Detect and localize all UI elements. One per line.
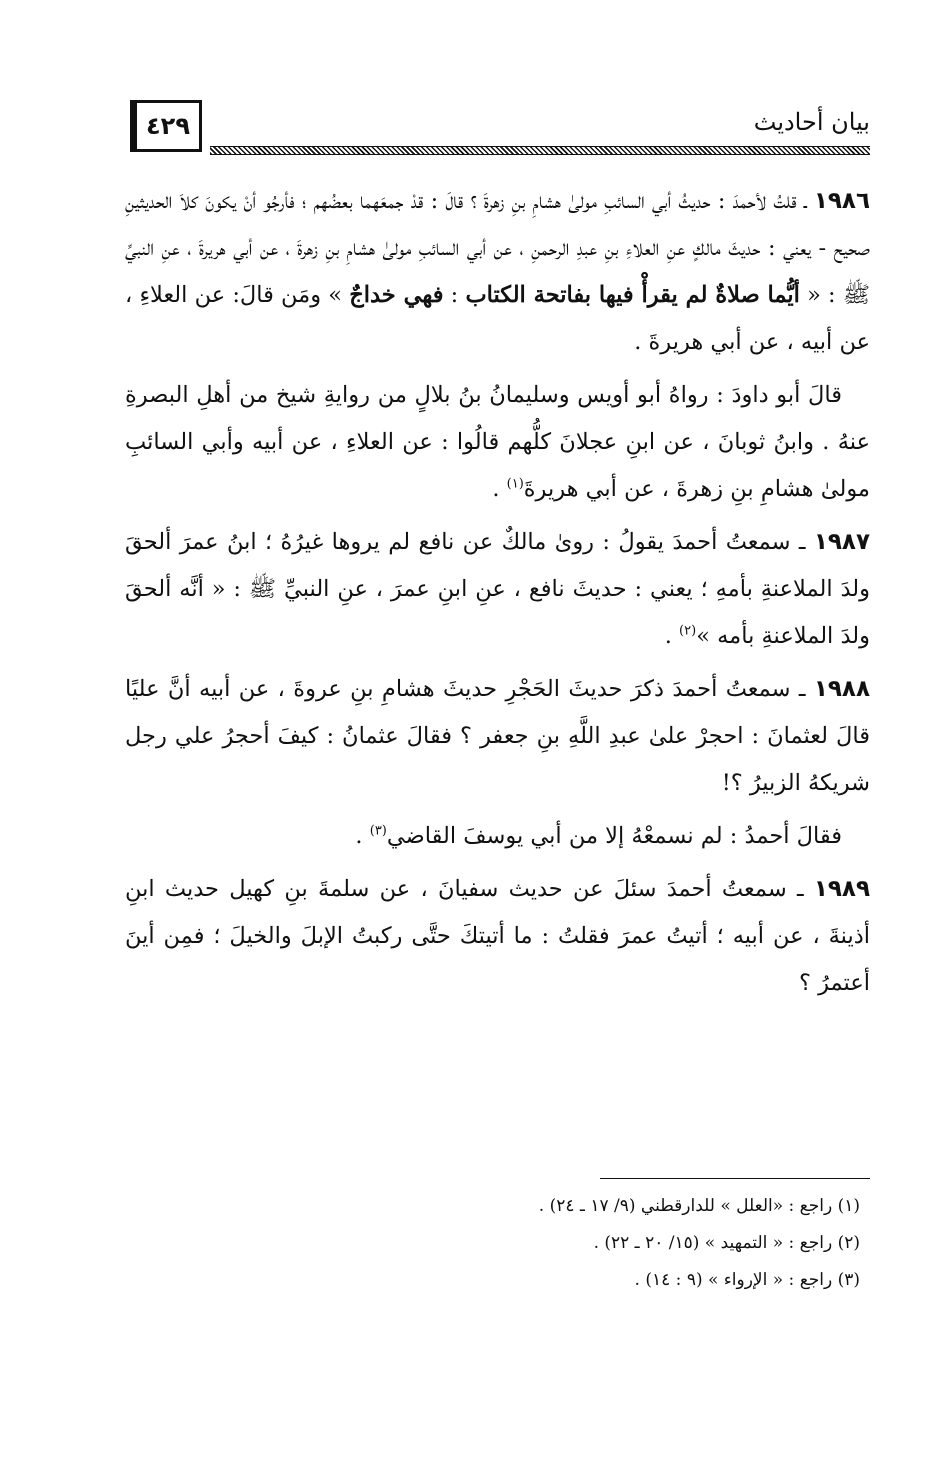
- entry-1987: [125, 519, 870, 660]
- entry-1986-para-1: [125, 178, 870, 366]
- footnote-separator: [600, 1178, 870, 1179]
- entry-number: ١٩٨٨: [813, 676, 870, 702]
- footnote-3: (٣) راجع : « الإرواء » (٩ : ١٤) .: [634, 1270, 860, 1290]
- header-rule: [210, 146, 870, 155]
- entry-text-end: .: [492, 476, 500, 502]
- entry-text: قالَ أبو داودَ : رواهُ أبو أويس وسليمانُ بنُ بلالٍ من روايةِ شيخ من أهلِ البصرةِ عنهُ . وابنُ ثوبانَ ، عن ابنِ عجلانَ كلُّهم قالُوا : عن العلاءِ ، عن أبيه وأبي السائبِ مولىٰ هشامِ بنِ زهرةَ ، عن أبي هريرةَ: [125, 382, 870, 502]
- entry-text: ـ قلتُ لأحمدَ : حديثُ أبي السائبِ مولىٰ هشامِ بنِ زهرةَ ؟ قالَ : قدْ جمعَهما بعضُهم ؛ فأرجُو أنْ يكونَ كلاَ الحديثينِ صحيح - يعني : حديثَ مالكٍ عنِ العلاءِ بنِ عبدِ الرحمنِ ، عن أبي السائبِ مولىٰ هشامِ بنِ زهرةَ ، عن أبي هريرةَ ، عنِ النبيِّ ﷺ : «: [125, 188, 870, 308]
- entry-text: فقالَ أحمدُ : لم نسمعْهُ إلا من أبي يوسفَ القاضي: [386, 823, 842, 849]
- entry-1989: [125, 866, 870, 1007]
- footnote-ref-3: (٣): [369, 823, 387, 839]
- page-number-box: [130, 100, 202, 152]
- entry-text-end: .: [664, 623, 672, 649]
- quote-separator: :: [450, 282, 459, 308]
- footnote-1: (١) راجع : «العلل » للدارقطني (٩/ ١٧ ـ ٢٤) .: [538, 1196, 860, 1216]
- entry-text-end: » ومَن قالَ: عن العلاءِ ، عن أبيه ، عن أبي هريرةَ .: [125, 282, 870, 355]
- entry-number: ١٩٨٦: [813, 188, 871, 214]
- entry-text: ـ سمعتُ أحمدَ ذكرَ حديثَ الحَجْرِ حديثَ هشامِ بنِ عروةَ ، عن أبيه أنَّ عليًا قالَ لعثمانَ : احجرْ علىٰ عبدِ اللَّهِ بنِ جعفر ؟ فقالَ عثمانُ : كيفَ أحجرُ علي رجل شريكهُ الزبيرُ ؟!: [125, 676, 870, 796]
- entry-number: ١٩٨٧: [813, 529, 870, 555]
- footnote-ref-1: (١): [506, 476, 524, 492]
- entry-number: ١٩٨٩: [813, 876, 871, 902]
- entry-text: ـ سمعتُ أحمدَ سئلَ عن حديث سفيانَ ، عن سلمةَ بنِ كهيل حديث ابنِ أذينةَ ، عن أبيه ؛ أتيتُ عمرَ فقلتُ : ما أتيتكَ حتَّى ركبتُ الإبلَ والخيلَ ؛ فمِن أينَ أعتمرُ ؟: [125, 876, 871, 996]
- entry-text-end: .: [355, 823, 363, 849]
- entry-1988-para-2: [125, 813, 870, 860]
- footnote-ref-2: (٢): [679, 623, 697, 639]
- main-text: [125, 178, 870, 1007]
- entry-1986-para-2: [125, 372, 870, 513]
- page-header: [130, 100, 870, 158]
- running-title: بيان أحاديث: [753, 108, 870, 136]
- footnote-2: (٢) راجع : « التمهيد » (١٥/ ٢٠ ـ ٢٢) .: [593, 1233, 860, 1253]
- entry-text: ـ سمعتُ أحمدَ يقولُ : روىٰ مالكٌ عن نافع لم يروها غيرُهُ ؛ ابنُ عمرَ ألحقَ ولدَ الملاعنةِ بأمهِ ؛ يعني : حديثَ نافع ، عنِ ابنِ عمرَ ، عنِ النبيِّ ﷺ : « أنَّه ألحقَ ولدَ الملاعنةِ بأمه »: [125, 529, 870, 649]
- hadith-quote-part-1: أيُّما صلاةٌ لم يقرأْ فيها بفاتحة الكتاب: [465, 282, 800, 308]
- footnotes: [300, 1188, 860, 1299]
- entry-1988-para-1: [125, 666, 870, 807]
- hadith-quote-part-2: فهي خداجٌ: [349, 282, 444, 308]
- page-number: ٤٢٩: [146, 112, 190, 140]
